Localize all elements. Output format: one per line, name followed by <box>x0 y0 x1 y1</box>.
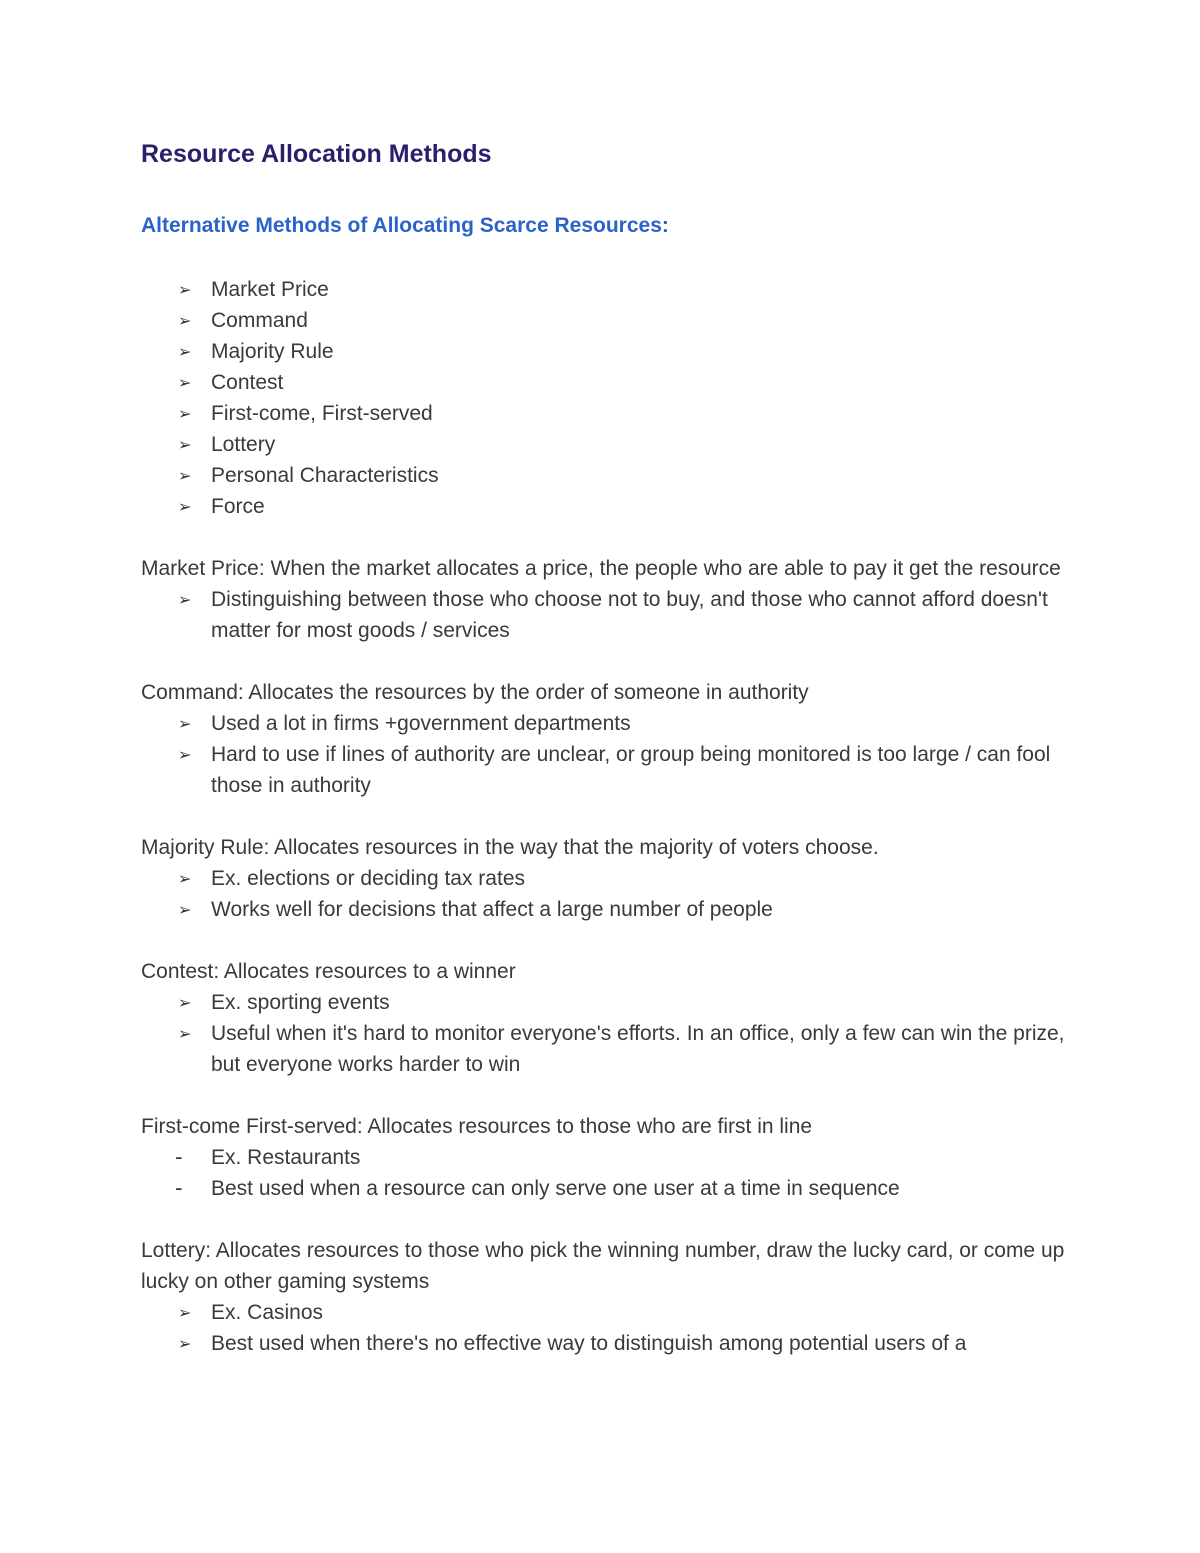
list-item: ➢ Ex. Casinos <box>141 1297 1071 1328</box>
list-item: ➢ Distinguishing between those who choose not to buy, and those who cannot afford doesn't matter for most goods / services <box>141 584 1071 646</box>
arrow-bullet-icon: ➢ <box>178 590 192 609</box>
lottery-points <box>141 1297 1071 1359</box>
section-command: Command: Allocates the resources by the order of someone in authority <box>141 681 809 704</box>
list-item: ➢ Ex. sporting events <box>141 987 1071 1018</box>
list-item: ➢ Lottery <box>141 429 1071 460</box>
arrow-bullet-icon: ➢ <box>178 311 192 330</box>
list-item: ➢ Best used when there's no effective way to distinguish among potential users of a <box>141 1328 1071 1359</box>
dash-bullet-icon: - <box>175 1145 183 1169</box>
command-points <box>141 708 1071 801</box>
arrow-bullet-icon: ➢ <box>178 342 192 361</box>
list-item: ➢ Majority Rule <box>141 336 1071 367</box>
arrow-bullet-icon: ➢ <box>178 1334 192 1353</box>
arrow-bullet-icon: ➢ <box>178 404 192 423</box>
section-market-price: Market Price: When the market allocates a price, the people who are able to pay it get the resource <box>141 557 1061 580</box>
first-come-points <box>141 1142 1071 1204</box>
list-item: ➢ Ex. elections or deciding tax rates <box>141 863 1071 894</box>
list-item: ➢ Works well for decisions that affect a large number of people <box>141 894 1071 925</box>
arrow-bullet-icon: ➢ <box>178 373 192 392</box>
arrow-bullet-icon: ➢ <box>178 714 192 733</box>
arrow-bullet-icon: ➢ <box>178 900 192 919</box>
dash-bullet-icon: - <box>175 1176 183 1200</box>
list-item: ➢ Useful when it's hard to monitor everyone's efforts. In an office, only a few can win the prize, but everyone works harder to win <box>141 1018 1071 1080</box>
list-item: ➢ Personal Characteristics <box>141 460 1071 491</box>
majority-rule-points <box>141 863 1071 925</box>
document-body <box>141 274 1071 1359</box>
list-item: - Best used when a resource can only serve one user at a time in sequence <box>141 1173 1071 1204</box>
arrow-bullet-icon: ➢ <box>178 1303 192 1322</box>
arrow-bullet-icon: ➢ <box>178 869 192 888</box>
list-item: ➢ Market Price <box>141 274 1071 305</box>
methods-list <box>141 274 1071 522</box>
page-title: Resource Allocation Methods <box>141 140 492 168</box>
contest-points <box>141 987 1071 1080</box>
section-subtitle: Alternative Methods of Allocating Scarce Resources: <box>141 214 669 237</box>
market-price-points <box>141 584 1071 646</box>
arrow-bullet-icon: ➢ <box>178 1024 192 1043</box>
list-item: ➢ First-come, First-served <box>141 398 1071 429</box>
list-item: ➢ Command <box>141 305 1071 336</box>
arrow-bullet-icon: ➢ <box>178 435 192 454</box>
arrow-bullet-icon: ➢ <box>178 993 192 1012</box>
arrow-bullet-icon: ➢ <box>178 466 192 485</box>
arrow-bullet-icon: ➢ <box>178 280 192 299</box>
section-first-come: First-come First-served: Allocates resources to those who are first in line <box>141 1115 813 1138</box>
list-item: ➢ Contest <box>141 367 1071 398</box>
list-item: ➢ Force <box>141 491 1071 522</box>
section-contest: Contest: Allocates resources to a winner <box>141 960 516 983</box>
section-majority-rule: Majority Rule: Allocates resources in the way that the majority of voters choose. <box>141 836 879 859</box>
list-item: - Ex. Restaurants <box>141 1142 1071 1173</box>
list-item: ➢ Used a lot in firms +government departments <box>141 708 1071 739</box>
arrow-bullet-icon: ➢ <box>178 745 192 764</box>
list-item: ➢ Hard to use if lines of authority are unclear, or group being monitored is too large / can fool those in authority <box>141 739 1071 801</box>
arrow-bullet-icon: ➢ <box>178 497 192 516</box>
section-lottery: Lottery: Allocates resources to those who pick the winning number, draw the lucky card, or come up lucky on other gaming systems <box>141 1239 1065 1293</box>
